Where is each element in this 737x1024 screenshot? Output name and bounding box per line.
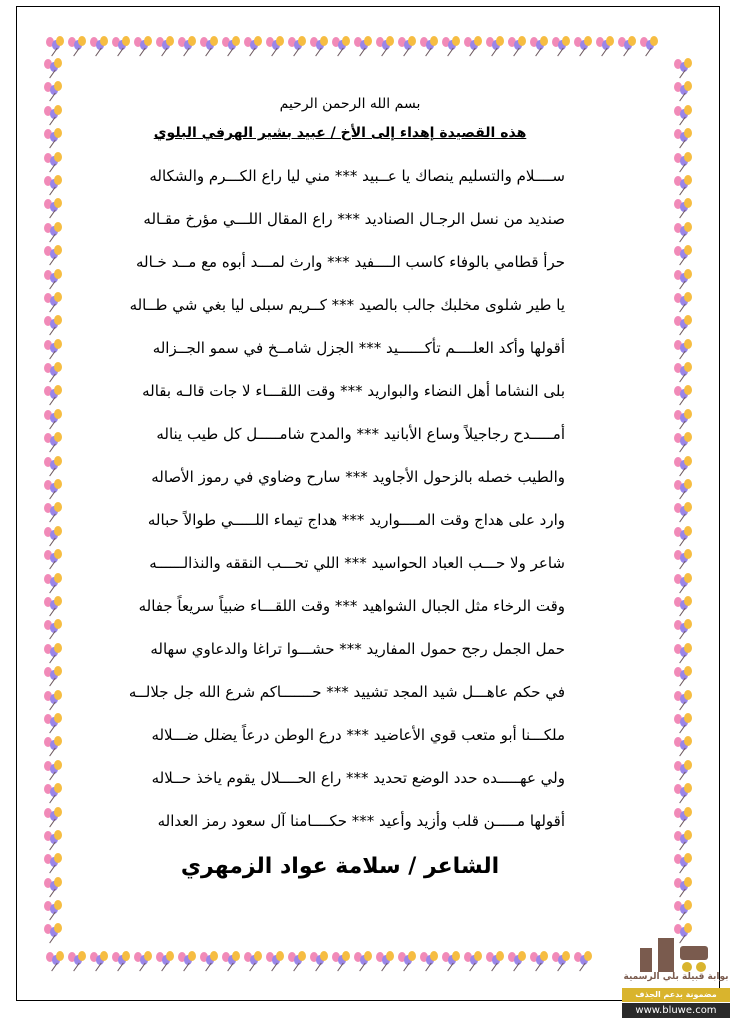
balloon-icon [42, 81, 64, 104]
balloon-icon [110, 951, 132, 973]
balloon-icon [616, 36, 638, 58]
balloon-icon [42, 105, 64, 128]
balloon-icon [672, 409, 694, 432]
balloon-icon [672, 596, 694, 619]
verse-line: شاعر ولا حـــب العباد الحواسيد *** اللي تحـــب النققه والنذالــــــه [149, 554, 565, 572]
balloon-icon [672, 877, 694, 900]
balloon-icon [42, 549, 64, 572]
balloon-icon [672, 807, 694, 830]
verse-line: في حكم عاهـــل شيد المجد تشييد *** حـــــــاكم شرع الله جل جلالــه [128, 683, 565, 701]
balloon-icon [396, 951, 418, 973]
balloon-icon [672, 783, 694, 806]
balloon-icon [308, 951, 330, 973]
balloon-icon [42, 58, 64, 81]
balloon-icon [672, 619, 694, 642]
balloon-icon [198, 951, 220, 973]
verse-line: ســــلام والتسليم ينصاك يا عــبيد *** مني ليا راع الكـــرم والشكاله [149, 167, 565, 185]
balloon-icon [440, 951, 462, 973]
balloon-icon [286, 36, 308, 58]
balloon-icon [42, 853, 64, 876]
verse-line: ولي عهـــــده حدد الوضع تحديد *** راع الحــــلال يقوم ياخذ حــلاله [151, 769, 565, 787]
balloon-icon [132, 36, 154, 58]
balloon-icon [672, 152, 694, 175]
balloon-icon [42, 526, 64, 549]
balloon-icon [550, 951, 572, 973]
balloon-icon [42, 619, 64, 642]
balloon-icon [42, 385, 64, 408]
balloon-icon [672, 456, 694, 479]
logo-title: بوابة قبيلة بلي الرسمية [623, 972, 729, 982]
balloon-icon [572, 951, 594, 973]
balloon-icon [462, 951, 484, 973]
balloon-icon [286, 951, 308, 973]
balloon-icon [672, 713, 694, 736]
balloon-icon [308, 36, 330, 58]
balloon-icon [672, 666, 694, 689]
balloon-icon [220, 951, 242, 973]
balloon-icon [484, 951, 506, 973]
balloon-icon [42, 713, 64, 736]
balloon-border-right [672, 58, 690, 947]
balloon-icon [154, 951, 176, 973]
balloon-icon [42, 596, 64, 619]
balloon-icon [198, 36, 220, 58]
balloon-icon [110, 36, 132, 58]
balloon-icon [672, 432, 694, 455]
balloon-icon [374, 951, 396, 973]
balloon-icon [352, 36, 374, 58]
verse-line: بلى النشاما أهل النضاء والبواريد *** وقت اللقـــاء لا جات قالـه بقاله [142, 382, 565, 400]
balloon-icon [672, 549, 694, 572]
balloon-icon [672, 526, 694, 549]
balloon-icon [176, 951, 198, 973]
balloon-icon [42, 292, 64, 315]
verse-line: حمل الجمل رجح حمول المفاريد *** حشـــوا تراغا والدعاوي سهاله [150, 640, 565, 658]
verse-line: والطيب خصله بالزحول الأجاويد *** سارح وضاوي في رموز الأصاله [151, 468, 565, 486]
balloon-icon [132, 951, 154, 973]
balloon-icon [352, 951, 374, 973]
balloon-icon [42, 152, 64, 175]
poem-content [95, 95, 565, 879]
verse-line: ملكـــنا أبو متعب قوي الأعاضيد *** درع الوطن درعاً يضلل ضـــلاله [151, 726, 565, 744]
balloon-icon [264, 951, 286, 973]
logo-url[interactable]: www.bluwe.com [622, 1003, 730, 1018]
balloon-icon [42, 807, 64, 830]
balloon-icon [672, 58, 694, 81]
balloon-icon [672, 760, 694, 783]
balloon-icon [672, 128, 694, 151]
balloon-icon [42, 736, 64, 759]
balloon-icon [242, 951, 264, 973]
balloon-icon [462, 36, 484, 58]
verse-line: حرأ قطامي بالوفاء كاسب الــــفيد *** وارث لمـــد أبوه مع مــد خـاله [135, 253, 565, 271]
verse-line: أقولها مـــــن قلب وأزيد وأعيد *** حكــــامنا آل سعود رمز العداله [157, 812, 565, 830]
balloon-icon [42, 573, 64, 596]
poet-signature: الشاعر / سلامة عواد الزمهري [180, 854, 500, 879]
balloon-icon [154, 36, 176, 58]
balloon-icon [672, 292, 694, 315]
logo-sponsor: مضمونة بدعم الجذف [622, 988, 730, 1002]
balloon-icon [44, 951, 66, 973]
verse-line: أقولها وأكد العلــــم تأكــــــيد *** الجزل شامــخ في سمو الجــزاله [152, 339, 565, 357]
balloon-icon [528, 951, 550, 973]
balloon-icon [374, 36, 396, 58]
balloon-icon [672, 502, 694, 525]
balloon-icon [418, 951, 440, 973]
balloon-icon [440, 36, 462, 58]
balloon-icon [672, 269, 694, 292]
balloon-icon [42, 690, 64, 713]
balloon-icon [42, 245, 64, 268]
balloon-icon [42, 830, 64, 853]
balloon-icon [42, 479, 64, 502]
balloon-icon [42, 432, 64, 455]
balloon-icon [42, 643, 64, 666]
balloon-icon [572, 36, 594, 58]
balloon-icon [594, 36, 616, 58]
balloon-icon [42, 502, 64, 525]
balloon-icon [672, 479, 694, 502]
balloon-icon [42, 315, 64, 338]
balloon-icon [484, 36, 506, 58]
balloon-icon [672, 643, 694, 666]
balloon-icon [88, 951, 110, 973]
balloon-icon [42, 666, 64, 689]
balloon-icon [638, 36, 660, 58]
balloon-icon [330, 951, 352, 973]
balloon-border-left [42, 58, 60, 947]
balloon-icon [396, 36, 418, 58]
balloon-icon [42, 456, 64, 479]
balloon-icon [672, 830, 694, 853]
balloon-icon [672, 81, 694, 104]
balloon-icon [418, 36, 440, 58]
balloon-icon [672, 853, 694, 876]
balloon-icon [672, 245, 694, 268]
balloon-icon [264, 36, 286, 58]
balloon-icon [42, 900, 64, 923]
balloon-icon [42, 877, 64, 900]
balloon-icon [242, 36, 264, 58]
balloon-icon [42, 222, 64, 245]
balloon-icon [176, 36, 198, 58]
balloon-icon [672, 105, 694, 128]
balloon-icon [44, 36, 66, 58]
balloon-icon [66, 951, 88, 973]
balloon-border-top [44, 36, 694, 61]
logo-mark-icon [632, 930, 720, 972]
verse-line: وقت الرخاء مثل الجبال الشواهيد *** وقت اللقـــاء ضبياً سريعاً جفاله [138, 597, 565, 615]
balloon-icon [672, 573, 694, 596]
balloon-icon [66, 36, 88, 58]
balloon-icon [672, 339, 694, 362]
balloon-border-bottom [44, 951, 634, 976]
balloon-icon [672, 315, 694, 338]
verse-line: يا طير شلوى مخلبك جالب بالصيد *** كــريم سبلى ليا بغي شي طــاله [129, 296, 565, 314]
balloon-icon [42, 783, 64, 806]
balloon-icon [88, 36, 110, 58]
balloon-icon [42, 409, 64, 432]
balloon-icon [672, 736, 694, 759]
balloon-icon [550, 36, 572, 58]
balloon-icon [220, 36, 242, 58]
balloon-icon [42, 923, 64, 946]
balloon-icon [42, 175, 64, 198]
balloon-icon [42, 339, 64, 362]
balloon-icon [528, 36, 550, 58]
dedication-title: هذه القصيدة إهداء إلى الأخ / عبيد بشير الهرفي البلوي [153, 125, 527, 141]
site-logo[interactable] [622, 930, 730, 1018]
balloon-icon [672, 362, 694, 385]
balloon-icon [42, 128, 64, 151]
basmala: بسم الله الرحمن الرحيم [279, 96, 421, 112]
balloon-icon [42, 198, 64, 221]
balloon-icon [42, 362, 64, 385]
balloon-icon [42, 760, 64, 783]
balloon-icon [330, 36, 352, 58]
balloon-icon [672, 385, 694, 408]
verse-line: صنديد من نسل الرجـال الصناديد *** راع المقال اللـــي مؤرخ مقـاله [143, 210, 565, 228]
balloon-icon [506, 951, 528, 973]
verse-line: أمـــــدح رجاجيلاً وساع الأبانيد *** والمدح شامـــــل كل طيب يناله [156, 425, 565, 443]
balloon-icon [506, 36, 528, 58]
balloon-icon [42, 269, 64, 292]
balloon-icon [672, 175, 694, 198]
verse-line: وارد على هداج وقت المــــواريد *** هداج تيماء اللـــــي طوالاً حباله [147, 511, 565, 529]
balloon-icon [672, 690, 694, 713]
balloon-icon [672, 900, 694, 923]
balloon-icon [672, 222, 694, 245]
balloon-icon [672, 198, 694, 221]
